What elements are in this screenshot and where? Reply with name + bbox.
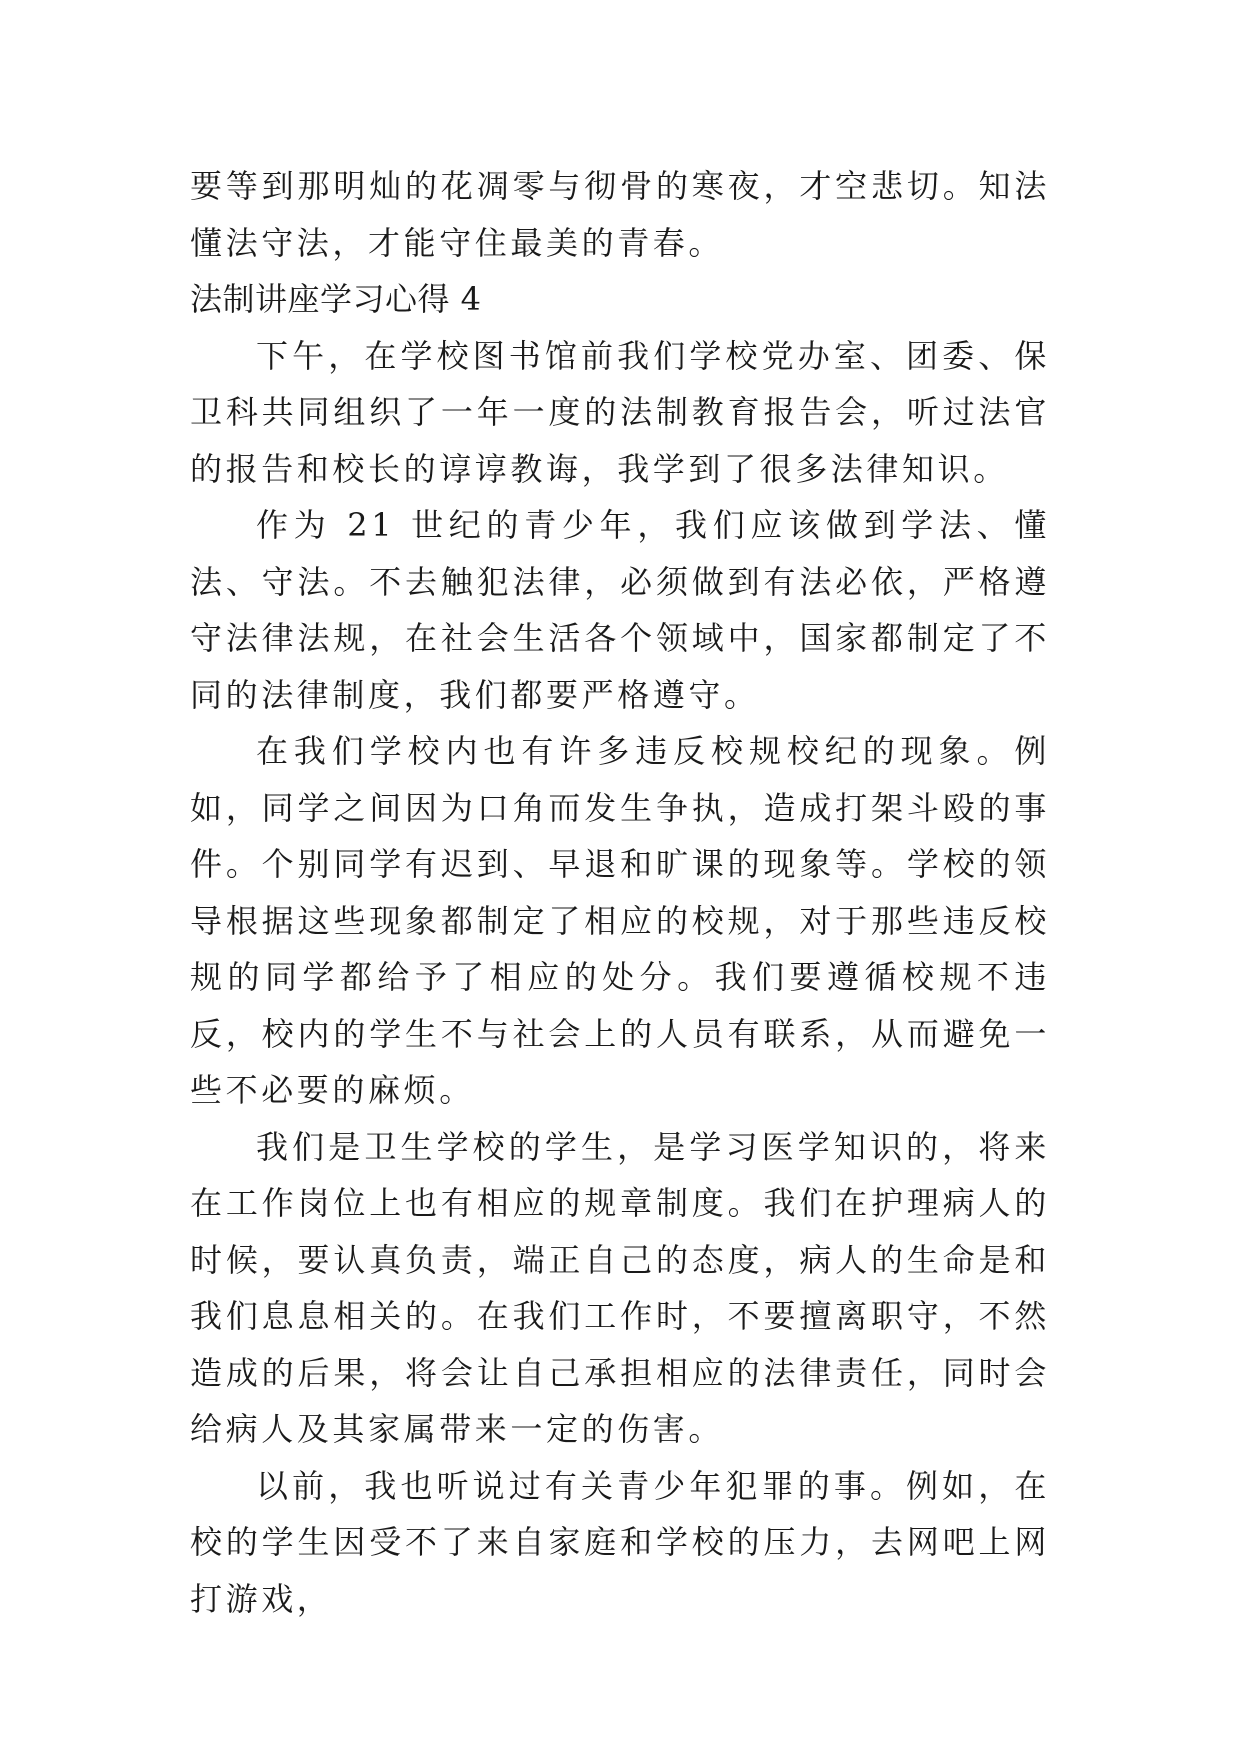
paragraph-youth-crime: 以前，我也听说过有关青少年犯罪的事。例如，在校的学生因受不了来自家庭和学校的压力，去网吧上网打游戏， <box>190 1466 1050 1618</box>
paragraph-youth-duty: 作为 21 世纪的青少年，我们应该做到学法、懂法、守法。不去触犯法律，必须做到有法必依，严格遵守法律法规，在社会生活各个领域中，国家都制定了不同的法律制度，我们都要严格遵守。 <box>190 506 1050 714</box>
paragraph-lecture-intro: 下午，在学校图书馆前我们学校党办室、团委、保卫科共同组织了一年一度的法制教育报告会，听过法官的报告和校长的谆谆教诲，我学到了很多法律知识。 <box>190 336 1050 488</box>
section-heading: 法制讲座学习心得 4 <box>190 280 482 318</box>
paragraph-medical-students: 我们是卫生学校的学生，是学习医学知识的，将来在工作岗位上也有相应的规章制度。我们在护理病人的时候，要认真负责，端正自己的态度，病人的生命是和我们息息相关的。在我们工作时，不要擅离职守，不然造成的后果，将会让自己承担相应的法律责任，同时会给病人及其家属带来一定的伤害。 <box>190 1127 1050 1448</box>
document-page <box>190 158 1050 1627</box>
paragraph-school-rules: 在我们学校内也有许多违反校规校纪的现象。例如，同学之间因为口角而发生争执，造成打架斗殴的事件。个别同学有迟到、早退和旷课的现象等。学校的领导根据这些现象都制定了相应的校规，对于那些违反校规的同学都给予了相应的处分。我们要遵循校规不违反，校内的学生不与社会上的人员有联系，从而避免一些不必要的麻烦。 <box>190 732 1050 1109</box>
paragraph-closing: 要等到那明灿的花凋零与彻骨的寒夜，才空悲切。知法懂法守法，才能守住最美的青春。 <box>190 167 1050 262</box>
